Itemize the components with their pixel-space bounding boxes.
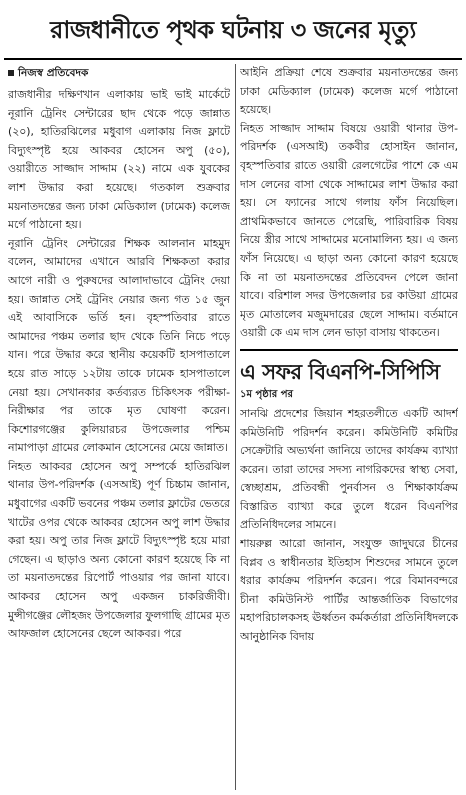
headline: রাজধানীতে পৃথক ঘটনায় ৩ জনের মৃত্যু bbox=[50, 16, 416, 44]
left-column bbox=[8, 64, 230, 792]
article-paragraph: সানঝি প্রদেশের জিয়ান শহরতলীতে একটি আদর্শ কমিউনিটি পরিদর্শন করেন। কমিউনিটি কমিটির সেক্রেটারি অভ্যর্থনা জানিয়ে তাদের কার্যক্রম ব্যাখ্যা করেন। তারা তাদের সদস্য নাগরিকদের স্বাস্থ্য সেবা, স্বেচ্ছাশ্রম, প্রতিবন্ধী পুনর্বাসন ও শিক্ষাকার্যক্রম বিস্তারিত ব্যাখ্যা করে তুলে ধরেন বিএনপির প্রতিনিধিদলের সামনে। bbox=[240, 406, 458, 532]
article-paragraph: নূরানি ট্রেনিং সেন্টারের শিক্ষক আলনান মাহমুদ বলেন, আমাদের এখানে আরবি শিক্ষকতা করার আগে নারী ও পুরুষদের আলাদাভাবে ট্রেনিং দেয়া হয়। জান্নাত সেই ট্রেনিং নেয়ার জন্য গত ১৫ জুন এই আবাসিকে ভর্তি হন। বৃহস্পতিবার রাতে আমাদের পঞ্চম তলার ছাদ থেকে তিনি নিচে পড়ে যান। পরে উদ্ধার করে স্থানীয় কয়েকটি হাসপাতালে হয়ে রাত সাড়ে ১২টায় তাকে ঢামেক হাসপাতালে নেয়া হয়। সেখানকার কর্তব্যরত চিকিৎসক পরীক্ষা-নিরীক্ষার পর তাকে মৃত ঘোষণা করেন। কিশোরগঞ্জের কুলিয়ারচর উপজেলার পশ্চিম নামাপাড়া গ্রামের লোকমান হোসেনের মেয়ে জান্নাত। bbox=[8, 236, 230, 455]
article-paragraph: শায়রুল্ল আরো জানান, সংযুক্ত জাদুঘরে চীনের বিপ্লব ও স্বাধীনতার ইতিহাস শিশুদের সামনে তুলে ধরার কার্যক্রম পরিদর্শন করেন। পরে বিমানবন্দরে চীনা কমিউনিস্ট পার্টির আন্তর্জাতিক বিভাগের মহাপরিচালকসহ ঊর্ধ্বতন কর্মকর্তারা প্রতিনিধিদলকে আনুষ্ঠানিক বিদায় bbox=[240, 537, 458, 644]
byline-text: নিজস্ব প্রতিবেদক bbox=[18, 67, 89, 79]
byline bbox=[8, 64, 230, 82]
article-paragraph: আইনি প্রক্রিয়া শেষে শুক্রবার ময়নাতদন্তের জন্য ঢাকা মেডিক্যাল (ঢামেক) কলেজ মর্গে পাঠানো হয়েছে। bbox=[240, 66, 458, 117]
article-paragraph: নিহত আকবর হোসেন অপু সম্পর্কে হাতিরঝিল থানার উপ-পরিদর্শক (এসআই) পূর্ণ চিচ্চাম জানান, মধুবাগের একটি ভবনের পঞ্চম তলার ফ্লাটের ভেতরে খাটের ওপর থেকে আকবর হোসেন অপু লাশ উদ্ধার করা হয়। অপু তার নিজ ফ্লাটে বিদ্যুৎস্পৃষ্ট হয়ে মারা গেছেন। এ ছাড়াও অন্য কোনো কারণ হয়েছে কি না তা ময়নাতদন্তের রিপোর্ট পাওয়ার পর জানা যাবে। আকবর হোসেন অপু একজন চাকরিজীবী। মুন্সীগঞ্জের লৌহজং উপজেলার ফুলগাছি গ্রামের মৃত আফজাল হোসেনের ছেলে আকবর। পরে bbox=[8, 459, 230, 641]
sub-headline: এ সফর বিএনপি-সিপিসি bbox=[240, 359, 440, 384]
column-divider bbox=[235, 64, 236, 790]
byline-square-icon bbox=[8, 70, 14, 76]
headline-rule bbox=[4, 58, 462, 60]
right-column bbox=[240, 64, 458, 792]
article-paragraph: রাজধানীর দক্ষিণখান এলাকায় ভাই ভাই মার্কেটে নূরানি ট্রেনিং সেন্টারের ছাদ থেকে পড়ে জান্নাত (২০), হাতিরঝিলের মধুবাগ এলাকায় নিজ ফ্লাটে বিদ্যুৎস্পৃষ্ট হয়ে আকবর হোসেন অপু (৫০), ওয়ারীতে সাজ্জাদ সাদ্দাম (২২) নামে এক যুবকের লাশ উদ্ধার করা হয়েছে। গতকাল শুক্রবার ময়নাতদন্তের জন্য ঢাকা মেডিক্যাল (ঢামেক) কলেজ মর্গে পাঠানো হয়। bbox=[8, 88, 230, 232]
section-rule bbox=[240, 349, 458, 351]
article-paragraph: নিহত সাজ্জাদ সাদ্দাম বিষয়ে ওয়ারী থানার উপ-পরিদর্শক (এসআই) তকবীর হোসাইন জানান, বৃহস্পতিবার রাতে ওয়ারী রেলগেটের পাশে কে এম দাস লেনের বাসা থেকে সাদ্দামের লাশ উদ্ধার করা হয়। সে ফ্যানের সাথে গলায় ফাঁস নিয়েছিল। প্রাথমিকভাবে জানতে পেরেছি, পারিবারিক বিষয় নিয়ে স্ত্রীর সাথে সাদ্দামের মনোমালিন্য হয়। এ জন্য ফাঁস নিয়েছে। এ ছাড়া অন্য কোনো কারণ হয়েছে কি না তা ময়নাতদন্তের প্রতিবেদন পেলে জানা যাবে। বরিশাল সদর উপজেলার চর কাউয়া গ্রামের মৃত মোতালেব মজুমদারের ছেলে সাদ্দাম। বর্তমানে ওয়ারী কে এম দাস লেন ভাড়া বাসায় থাকতেন। bbox=[240, 121, 458, 340]
continued-label: ১ম পৃষ্ঠার পর bbox=[240, 388, 293, 400]
